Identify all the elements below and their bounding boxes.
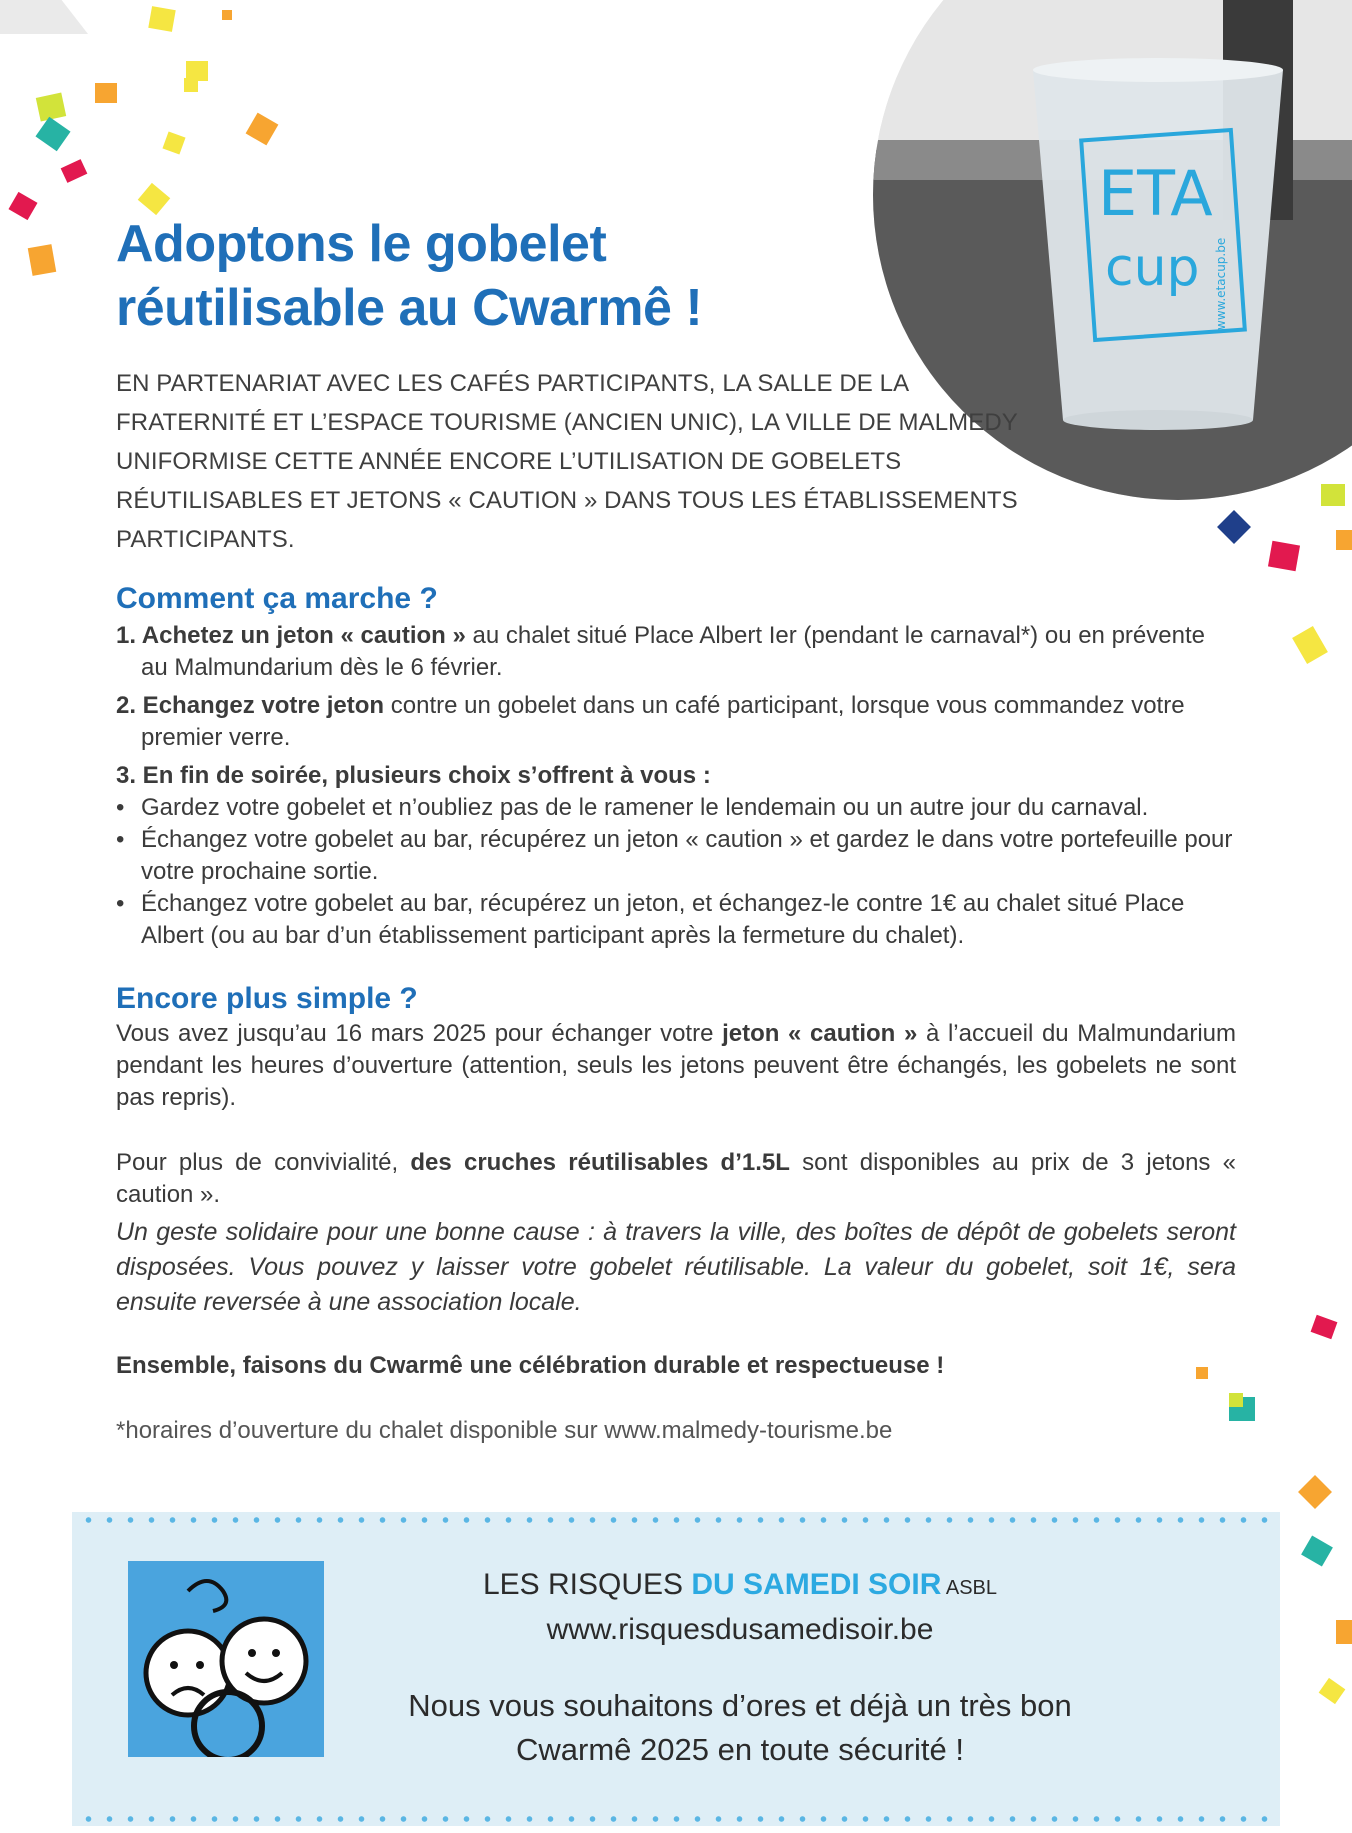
intro-paragraph: EN PARTENARIAT AVEC LES CAFÉS PARTICIPANTS, LA SALLE DE LA FRATERNITÉ ET L’ESPACE TOURISME (ANCIEN UNIC), LA VILLE DE MALMEDY UNIFORMISE CETTE ANNÉE ENCORE L’UTILISATION DE GOBELETS RÉUTILISABLES ET JETONS « CAUTION » DANS TOUS LES ÉTABLISSEMENTS PARTICIPANTS. [116,370,1018,553]
cup-brand-line1: ETA [1098,157,1213,230]
closing-line: Ensemble, faisons du Cwarmê une célébration durable et respectueuse ! [116,1352,945,1379]
confetti [246,113,279,146]
bullet-item: • Échangez votre gobelet au bar, récupérez un jeton, et échangez-le contre 1€ au chalet situé Place Albert (ou au bar d’un établissement participant après la fermeture du chalet). [116,888,1236,952]
confetti [1298,1475,1332,1509]
step-2-text: contre un gobelet dans un café participant, lorsque vous commandez votre [384,692,1185,719]
simple-text-bold: jeton « caution » [722,1020,918,1047]
step-3-bold: 3. En fin de soirée, plusieurs choix s’offrent à vous : [116,762,711,789]
simple-paragraph [116,1018,1236,1114]
bullet-item: • Échangez votre gobelet au bar, récupérez un jeton « caution » et gardez le dans votre portefeuille pour votre prochaine sortie. [116,824,1236,888]
footnote: *horaires d’ouverture du chalet disponible sur www.malmedy-tourisme.be [116,1417,893,1444]
confetti [1321,484,1345,506]
cruche-text-a: Pour plus de convivialité, [116,1149,411,1176]
step-2 [116,690,1236,754]
step-2-continuation: premier verre. [141,724,291,751]
confetti [148,6,175,32]
confetti [1292,626,1328,664]
step-1-continuation: au Malmundarium dès le 6 février. [141,654,503,681]
wish-line-2: Cwarmê 2025 en toute sécurité ! [515,1732,965,1767]
cruche-text-b: sont disponibles au prix de 3 jetons « caution ». [116,1149,1236,1208]
confetti [61,159,88,183]
dotted-border-top [78,1517,1278,1523]
cruche-text-bold: des cruches réutilisables d’1.5L [410,1149,790,1176]
org-name-b: DU SAMEDI SOIR [691,1568,942,1601]
confetti [1336,1620,1352,1644]
confetti [1229,1393,1243,1407]
confetti [138,183,171,215]
confetti [95,83,117,103]
cruche-paragraph [116,1147,1236,1211]
step-1-bold: 1. Achetez un jeton « caution » [116,622,466,649]
confetti [222,10,232,20]
confetti [28,244,56,276]
step-2-bold: 2. Echangez votre jeton [116,692,385,719]
dotted-border-bottom [78,1816,1278,1822]
solidaire-paragraph: Un geste solidaire pour une bonne cause : à travers la ville, des boîtes de dépôt de gobelets seront disposées. Vous pouvez y laisser votre gobelet réutilisable. La valeur du gobelet, soit 1€, sera ensuite reversée à une association locale. [116,1218,1236,1316]
org-website: www.risquesdusamedisoir.be [546,1613,934,1646]
page-title: Adoptons le gobelet réutilisable au Cwarmê ! [116,215,703,337]
bullet-item: • Gardez votre gobelet et n’oubliez pas de le ramener le lendemain ou un autre jour du carnaval. [116,792,1236,824]
org-name-c: ASBL [941,1577,998,1599]
confetti [1319,1678,1346,1704]
confetti [1217,510,1251,544]
step-1 [116,620,1236,684]
confetti [184,78,198,92]
confetti [162,131,185,154]
simple-text-b: à l’accueil du Malmundarium pendant les heures d’ouverture (attention, seuls les jetons peuvent être échangés, les gobelets ne sont pas repris). [116,1020,1236,1111]
step-3 [116,760,1236,792]
step-1-text: au chalet situé Place Albert Ier (pendant le carnaval*) ou en prévente [465,622,1205,649]
wish-line-1: Nous vous souhaitons d’ores et déjà un très bon [408,1688,1072,1723]
simple-heading: Encore plus simple ? [116,982,418,1015]
confetti [1268,541,1300,571]
cup-brand-line2: cup [1105,238,1200,298]
confetti [1301,1535,1333,1566]
simple-text-a: Vous avez jusqu’au 16 mars 2025 pour échanger votre [116,1020,723,1047]
confetti [35,117,70,152]
org-name [380,1568,1100,1602]
confetti [8,192,37,220]
confetti [1336,530,1352,550]
risques-logo [128,1561,324,1757]
how-steps [116,620,1236,952]
confetti [1311,1315,1338,1339]
confetti [0,0,88,34]
cup-url: www.etacup.be [1214,237,1228,330]
how-heading: Comment ça marche ? [116,582,438,615]
org-name-a: LES RISQUES [482,1568,692,1601]
